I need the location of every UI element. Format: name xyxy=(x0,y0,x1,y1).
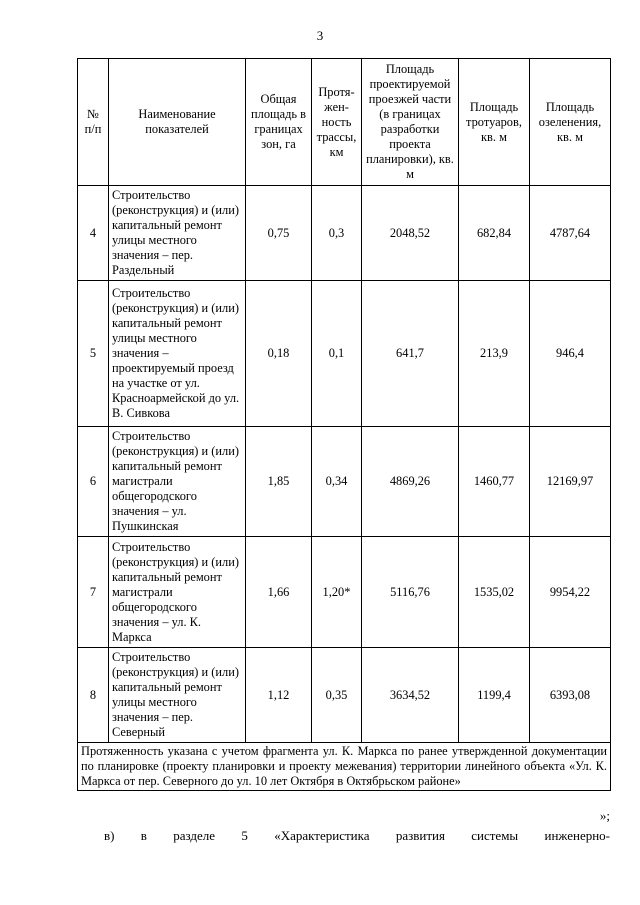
row-roadway: 2048,52 xyxy=(362,186,459,281)
row-sidewalk: 1199,4 xyxy=(459,648,530,743)
table-header-row xyxy=(78,59,611,186)
table-row xyxy=(78,427,611,537)
row-area: 0,75 xyxy=(246,186,312,281)
row-length: 0,35 xyxy=(312,648,362,743)
row-area: 1,66 xyxy=(246,537,312,648)
closing-quote-mark: »; xyxy=(599,808,610,823)
row-number: 6 xyxy=(78,427,109,537)
header-length: Протя-жен-ность трассы, км xyxy=(312,59,362,186)
row-name: Строительство (реконструкция) и (или) капитальный ремонт улицы местного значения – проектируемый проезд на участке от ул. Красноармейской до ул. В. Сивкова xyxy=(109,281,246,427)
table-row xyxy=(78,537,611,648)
row-number: 5 xyxy=(78,281,109,427)
table-row xyxy=(78,648,611,743)
row-length: 0,3 xyxy=(312,186,362,281)
header-name: Наименование показателей xyxy=(109,59,246,186)
row-length: 0,1 xyxy=(312,281,362,427)
row-number: 4 xyxy=(78,186,109,281)
row-length: 1,20* xyxy=(312,537,362,648)
row-greenery: 12169,97 xyxy=(530,427,611,537)
header-sidewalk: Площадь тротуаров, кв. м xyxy=(459,59,530,186)
row-greenery: 946,4 xyxy=(530,281,611,427)
row-greenery: 6393,08 xyxy=(530,648,611,743)
header-roadway: Площадь проектируемой проезжей части (в границах разработки проекта планировки), кв. м xyxy=(362,59,459,186)
row-name: Строительство (реконструкция) и (или) капитальный ремонт улицы местного значения – пер. Северный xyxy=(109,648,246,743)
header-greenery: Площадь озеленения, кв. м xyxy=(530,59,611,186)
row-greenery: 4787,64 xyxy=(530,186,611,281)
row-roadway: 3634,52 xyxy=(362,648,459,743)
row-number: 7 xyxy=(78,537,109,648)
row-roadway: 4869,26 xyxy=(362,427,459,537)
header-number: № п/п xyxy=(78,59,109,186)
row-greenery: 9954,22 xyxy=(530,537,611,648)
row-name: Строительство (реконструкция) и (или) капитальный ремонт улицы местного значения – пер. Раздельный xyxy=(109,186,246,281)
table-footnote: Протяженность указана с учетом фрагмента ул. К. Маркса по ранее утвержденной документации по планировке (проекту планировки и проекту межевания) территории линейного объекта «Ул. К. Маркса от пер. Северного до ул. 10 лет Октября в Октябрьском районе» xyxy=(78,743,611,791)
row-area: 1,12 xyxy=(246,648,312,743)
row-area: 0,18 xyxy=(246,281,312,427)
row-area: 1,85 xyxy=(246,427,312,537)
row-sidewalk: 1460,77 xyxy=(459,427,530,537)
row-number: 8 xyxy=(78,648,109,743)
row-sidewalk: 213,9 xyxy=(459,281,530,427)
row-name: Строительство (реконструкция) и (или) капитальный ремонт магистрали общегородского значения – ул. Пушкинская xyxy=(109,427,246,537)
row-roadway: 641,7 xyxy=(362,281,459,427)
row-length: 0,34 xyxy=(312,427,362,537)
table-row xyxy=(78,281,611,427)
footnote-row xyxy=(78,743,611,791)
row-roadway: 5116,76 xyxy=(362,537,459,648)
row-sidewalk: 1535,02 xyxy=(459,537,530,648)
body-paragraph: в) в разделе 5 «Характеристика развития системы инженерно- xyxy=(104,828,610,843)
indicators-table xyxy=(77,58,611,791)
header-area: Общая площадь в границах зон, га xyxy=(246,59,312,186)
page-number: 3 xyxy=(316,28,324,43)
row-name: Строительство (реконструкция) и (или) капитальный ремонт магистрали общегородского значения – ул. К. Маркса xyxy=(109,537,246,648)
row-sidewalk: 682,84 xyxy=(459,186,530,281)
table-row xyxy=(78,186,611,281)
